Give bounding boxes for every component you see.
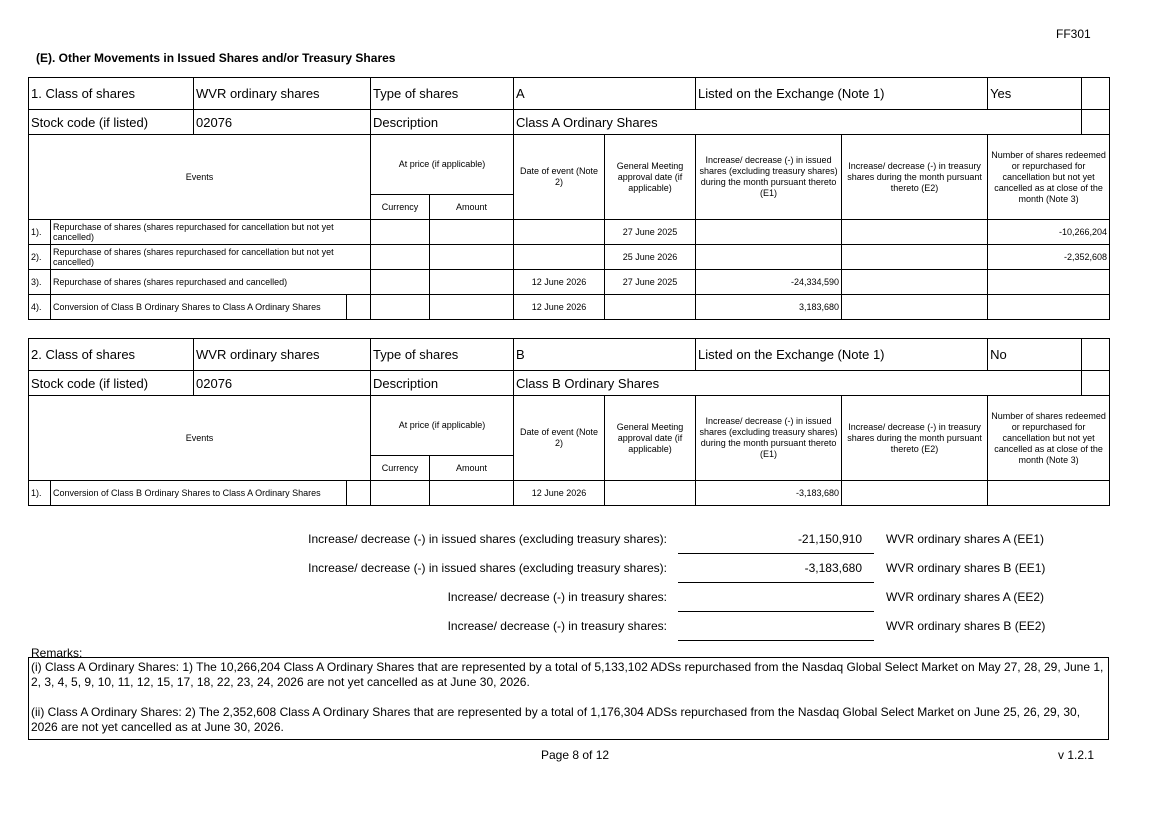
event-desc: Conversion of Class B Ordinary Shares to Class A Ordinary Shares <box>51 295 347 320</box>
e2-header: Increase/ decrease (-) in treasury shares during the month pursuant thereto (E2) <box>842 135 988 220</box>
event-amount <box>430 220 514 245</box>
event-amount <box>430 481 514 506</box>
currency-header: Currency <box>371 456 430 481</box>
stock-code-label: Stock code (if listed) <box>29 371 194 396</box>
stock-code-value: 02076 <box>194 110 371 135</box>
class-value: WVR ordinary shares <box>194 78 371 110</box>
event-redeemed: -2,352,608 <box>988 245 1110 270</box>
event-no: 4). <box>29 295 51 320</box>
summary-row <box>0 590 1168 612</box>
event-e2 <box>842 220 988 245</box>
event-e1: -24,334,590 <box>696 270 842 295</box>
event-date: 12 June 2026 <box>514 295 605 320</box>
at-price-header: At price (if applicable) <box>371 396 514 456</box>
summary-label: Increase/ decrease (-) in treasury shares: <box>447 590 667 604</box>
event-no: 3). <box>29 270 51 295</box>
redeemed-header: Number of shares redeemed or repurchased for cancellation but not yet cancelled as at close of the month (Note 3) <box>988 396 1110 481</box>
blank-cell <box>1082 339 1110 371</box>
form-code: FF301 <box>1056 27 1091 41</box>
e1-header: Increase/ decrease (-) in issued shares (excluding treasury shares) during the month pursuant thereto (E1) <box>696 135 842 220</box>
description-label: Description <box>371 371 514 396</box>
type-of-shares-label: Type of shares <box>371 339 514 371</box>
table-row <box>29 245 1110 270</box>
event-gm-date <box>605 295 696 320</box>
redeemed-header: Number of shares redeemed or repurchased for cancellation but not yet cancelled as at close of the month (Note 3) <box>988 135 1110 220</box>
e2-header: Increase/ decrease (-) in treasury shares during the month pursuant thereto (E2) <box>842 396 988 481</box>
event-currency <box>371 270 430 295</box>
event-e1 <box>696 245 842 270</box>
event-gm-date: 25 June 2026 <box>605 245 696 270</box>
listed-value: No <box>988 339 1082 371</box>
event-no: 1). <box>29 481 51 506</box>
summary-row <box>0 619 1168 641</box>
event-e1 <box>696 220 842 245</box>
events-header: Events <box>29 396 371 481</box>
version-label: v 1.2.1 <box>1058 748 1095 762</box>
event-currency <box>371 220 430 245</box>
amount-header: Amount <box>430 456 514 481</box>
events-header: Events <box>29 135 371 220</box>
summary-label: Increase/ decrease (-) in issued shares (excluding treasury shares): <box>308 532 667 546</box>
gm-approval-header: General Meeting approval date (if applicable) <box>605 396 696 481</box>
event-desc: Repurchase of shares (shares repurchased for cancellation but not yet cancelled) <box>51 245 371 270</box>
event-e2 <box>842 295 988 320</box>
event-desc: Repurchase of shares (shares repurchased for cancellation but not yet cancelled) <box>51 220 371 245</box>
blank-cell <box>347 295 371 320</box>
event-gm-date <box>605 481 696 506</box>
at-price-header: At price (if applicable) <box>371 135 514 195</box>
summary-unit: WVR ordinary shares A (EE2) <box>886 590 1045 604</box>
summary-label: Increase/ decrease (-) in issued shares (excluding treasury shares): <box>308 561 667 575</box>
event-e2 <box>842 270 988 295</box>
amount-header: Amount <box>430 195 514 220</box>
summary-value <box>678 619 874 641</box>
summary-unit: WVR ordinary shares A (EE1) <box>886 532 1045 546</box>
event-desc: Repurchase of shares (shares repurchased and cancelled) <box>51 270 371 295</box>
description-value: Class A Ordinary Shares <box>514 110 1082 135</box>
event-redeemed: -10,266,204 <box>988 220 1110 245</box>
summary-unit: WVR ordinary shares B (EE1) <box>886 561 1046 575</box>
class-b-table <box>28 338 1110 506</box>
class-value: WVR ordinary shares <box>194 339 371 371</box>
listed-label: Listed on the Exchange (Note 1) <box>696 339 988 371</box>
blank-cell <box>1082 110 1110 135</box>
event-no: 2). <box>29 245 51 270</box>
class-a-table <box>28 77 1110 320</box>
stock-code-label: Stock code (if listed) <box>29 110 194 135</box>
event-no: 1). <box>29 220 51 245</box>
type-value: A <box>514 78 696 110</box>
summary-unit: WVR ordinary shares B (EE2) <box>886 619 1046 633</box>
remarks-label: Remarks: <box>31 646 83 660</box>
summary-row <box>0 561 1168 583</box>
event-e1: 3,183,680 <box>696 295 842 320</box>
summary-label: Increase/ decrease (-) in treasury shares: <box>447 619 667 633</box>
table-row <box>29 481 1110 506</box>
remarks-box <box>28 657 1109 740</box>
event-date: 12 June 2026 <box>514 270 605 295</box>
class-label: 2. Class of shares <box>29 339 194 371</box>
event-amount <box>430 245 514 270</box>
event-amount <box>430 295 514 320</box>
class-label: 1. Class of shares <box>29 78 194 110</box>
blank-cell <box>1082 78 1110 110</box>
page-number: Page 8 of 12 <box>541 748 610 762</box>
event-date: 12 June 2026 <box>514 481 605 506</box>
date-of-event-header: Date of event (Note 2) <box>514 135 605 220</box>
date-of-event-header: Date of event (Note 2) <box>514 396 605 481</box>
listed-label: Listed on the Exchange (Note 1) <box>696 78 988 110</box>
event-e2 <box>842 245 988 270</box>
description-label: Description <box>371 110 514 135</box>
type-value: B <box>514 339 696 371</box>
event-redeemed <box>988 270 1110 295</box>
event-e2 <box>842 481 988 506</box>
e1-header: Increase/ decrease (-) in issued shares (excluding treasury shares) during the month pursuant thereto (E1) <box>696 396 842 481</box>
table-row <box>29 270 1110 295</box>
summary-value <box>678 590 874 612</box>
remark-item: (i) Class A Ordinary Shares: 1) The 10,266,204 Class A Ordinary Shares that are represented by a total of 5,133,102 ADSs repurchased from the Nasdaq Global Select Market on May 27, 28, 29, June 1, 2, 3, 4, 5, 9, 10, 11, 12, 15, 17, 18, 22, 23, 24, 2026 are not yet cancelled as at June 30, 2026. <box>31 660 1104 689</box>
table-row <box>29 295 1110 320</box>
event-gm-date: 27 June 2025 <box>605 270 696 295</box>
currency-header: Currency <box>371 195 430 220</box>
remark-item: (ii) Class A Ordinary Shares: 2) The 2,352,608 Class A Ordinary Shares that are represented by a total of 1,176,304 ADSs repurchased from the Nasdaq Global Select Market on June 25, 26, 29, 30, 2026 are not yet cancelled as at June 30, 2026. <box>31 705 1081 734</box>
event-currency <box>371 245 430 270</box>
table-row <box>29 220 1110 245</box>
description-value: Class B Ordinary Shares <box>514 371 1082 396</box>
listed-value: Yes <box>988 78 1082 110</box>
section-title: (E). Other Movements in Issued Shares and/or Treasury Shares <box>36 51 396 65</box>
event-e1: -3,183,680 <box>696 481 842 506</box>
event-redeemed <box>988 295 1110 320</box>
event-currency <box>371 481 430 506</box>
stock-code-value: 02076 <box>194 371 371 396</box>
event-date <box>514 220 605 245</box>
type-of-shares-label: Type of shares <box>371 78 514 110</box>
event-amount <box>430 270 514 295</box>
summary-value: -21,150,910 <box>678 532 874 554</box>
summary-row <box>0 532 1168 554</box>
gm-approval-header: General Meeting approval date (if applicable) <box>605 135 696 220</box>
event-redeemed <box>988 481 1110 506</box>
summary-value: -3,183,680 <box>678 561 874 583</box>
event-date <box>514 245 605 270</box>
blank-cell <box>347 481 371 506</box>
event-gm-date: 27 June 2025 <box>605 220 696 245</box>
event-desc: Conversion of Class B Ordinary Shares to Class A Ordinary Shares <box>51 481 347 506</box>
blank-cell <box>1082 371 1110 396</box>
event-currency <box>371 295 430 320</box>
